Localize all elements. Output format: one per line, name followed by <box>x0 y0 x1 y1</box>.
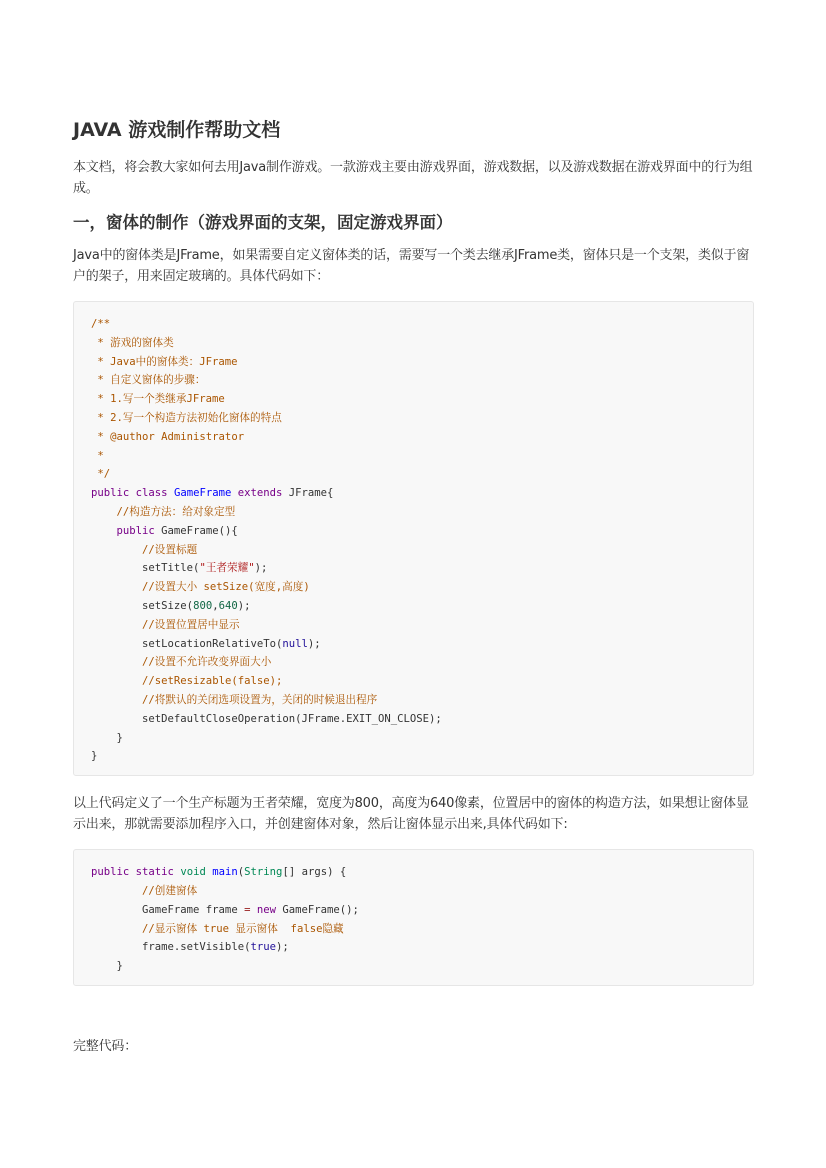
code-token: //构造方法：给对象定型 <box>116 505 236 518</box>
intro-paragraph: 本文档，将会教大家如何去用Java制作游戏。一款游戏主要由游戏界面，游戏数据，以及游戏数据在游戏界面中的行为组成。 <box>73 160 753 196</box>
code-line <box>91 691 753 710</box>
code-line <box>91 710 753 729</box>
code-token: ); <box>275 941 289 954</box>
code-token: * @author Administrator <box>91 430 245 443</box>
code-token: * 自定义窗体的步骤： <box>91 374 206 387</box>
code-line <box>91 503 753 522</box>
code-token: extends <box>237 487 283 500</box>
code-line <box>91 484 753 503</box>
code-token: * 2.写一个构造方法初始化窗体的特点 <box>91 411 282 424</box>
code-token <box>91 525 117 537</box>
code-token: main <box>212 866 238 879</box>
code-line <box>91 597 753 616</box>
code-block-gameframe-class[interactable] <box>73 301 754 776</box>
code-token: String <box>244 866 283 879</box>
code-token: JFrame{ <box>282 487 334 500</box>
code-token: */ <box>91 468 111 481</box>
code-line <box>91 957 753 976</box>
code-token: class <box>135 487 168 500</box>
code-line <box>91 353 753 372</box>
code-token: "王者荣耀" <box>199 562 255 575</box>
code-line <box>91 729 753 748</box>
code-token: //创建窗体 <box>142 884 198 897</box>
code-token <box>91 619 142 631</box>
code-token: void <box>180 866 206 879</box>
code-token: } <box>91 960 123 973</box>
code-token: //设置大小 setSize(宽度,高度) <box>142 581 310 594</box>
code-token: * 游戏的窗体类 <box>91 336 174 349</box>
code-line <box>91 747 753 766</box>
code-line <box>91 938 753 957</box>
code-line <box>91 653 753 672</box>
code-token: frame.setVisible( <box>91 941 251 954</box>
code-token: 640 <box>218 599 238 612</box>
code-token: GameFrame frame <box>91 903 245 916</box>
code-token: //setResizable(false); <box>142 675 283 688</box>
code-line <box>91 390 753 409</box>
code-token: * Java中的窗体类：JFrame <box>91 355 238 368</box>
code-token: * <box>91 449 104 462</box>
code-line <box>91 371 753 390</box>
code-explanation-paragraph: 以上代码定义了一个生产标题为王者荣耀，宽度为800，高度为640像素，位置居中的窗体的构造方法，如果想让窗体显示出来，那就需要添加程序入口，并创建窗体对象，然后让窗体显示出来,具体代码如下: <box>73 796 749 833</box>
code-line <box>91 522 753 541</box>
code-token: //设置标题 <box>142 543 198 556</box>
document-content <box>73 117 754 1057</box>
code-token: setLocationRelativeTo( <box>91 637 283 650</box>
section-heading-window: 一，窗体的制作（游戏界面的支架，固定游戏界面） <box>73 213 453 232</box>
code-token: ); <box>307 637 321 650</box>
code-line <box>91 882 753 901</box>
full-code-label: 完整代码： <box>73 1038 138 1054</box>
code-token: ); <box>254 562 268 575</box>
document-title: JAVA 游戏制作帮助文档 <box>73 119 281 141</box>
code-token: new <box>256 903 276 916</box>
code-line <box>91 559 753 578</box>
section-paragraph: Java中的窗体类是JFrame，如果需要自定义窗体类的话，需要写一个类去继承JFrame类，窗体只是一个支架，类似于窗户的架子，用来固定玻璃的。具体代码如下： <box>73 248 750 284</box>
code-token: GameFrame(); <box>276 903 359 916</box>
code-token: /** <box>91 318 111 330</box>
code-token <box>91 581 142 593</box>
code-line <box>91 616 753 635</box>
code-token: //显示窗体 true 显示窗体 false隐藏 <box>142 922 344 935</box>
code-line <box>91 635 753 654</box>
code-token: * 1.写一个类继承JFrame <box>91 393 225 406</box>
code-token <box>91 694 142 706</box>
code-token: null <box>282 637 308 650</box>
code-token: true <box>250 941 276 954</box>
code-line <box>91 541 753 560</box>
code-line <box>91 863 753 882</box>
code-token <box>91 885 142 897</box>
code-line <box>91 315 753 334</box>
code-token: = <box>244 903 251 916</box>
code-token: //设置不允许改变界面大小 <box>142 656 272 669</box>
code-token: [] args) { <box>282 866 347 879</box>
code-line <box>91 672 753 691</box>
code-token: static <box>135 866 174 879</box>
code-token: setSize( <box>91 599 194 612</box>
code-token: public <box>116 524 155 537</box>
code-token: //将默认的关闭选项设置为，关闭的时候退出程序 <box>142 693 378 706</box>
code-token: setTitle( <box>91 562 200 575</box>
code-token: ( <box>237 866 245 879</box>
code-line <box>91 920 753 939</box>
code-token <box>91 656 142 668</box>
code-token: setDefaultCloseOperation(JFrame.EXIT_ON_CLOSE); <box>91 712 442 725</box>
code-line <box>91 409 753 428</box>
code-token: 800 <box>193 599 213 612</box>
code-token <box>91 923 142 935</box>
code-token <box>91 506 117 518</box>
code-line <box>91 901 753 920</box>
code-token: , <box>212 599 219 612</box>
code-line <box>91 465 753 484</box>
code-token: GameFrame <box>173 487 232 500</box>
code-token: ); <box>237 599 251 612</box>
code-line <box>91 428 753 447</box>
code-token: public <box>91 866 130 879</box>
code-line <box>91 334 753 353</box>
code-block-main-method[interactable] <box>73 849 754 986</box>
code-token: //设置位置居中显示 <box>142 618 240 631</box>
code-line <box>91 447 753 466</box>
code-token <box>91 544 142 556</box>
code-token <box>91 675 142 687</box>
code-token: } <box>91 731 123 744</box>
code-line <box>91 578 753 597</box>
code-token: public <box>91 487 130 500</box>
code-token: } <box>91 750 98 763</box>
code-token: GameFrame(){ <box>154 524 238 537</box>
